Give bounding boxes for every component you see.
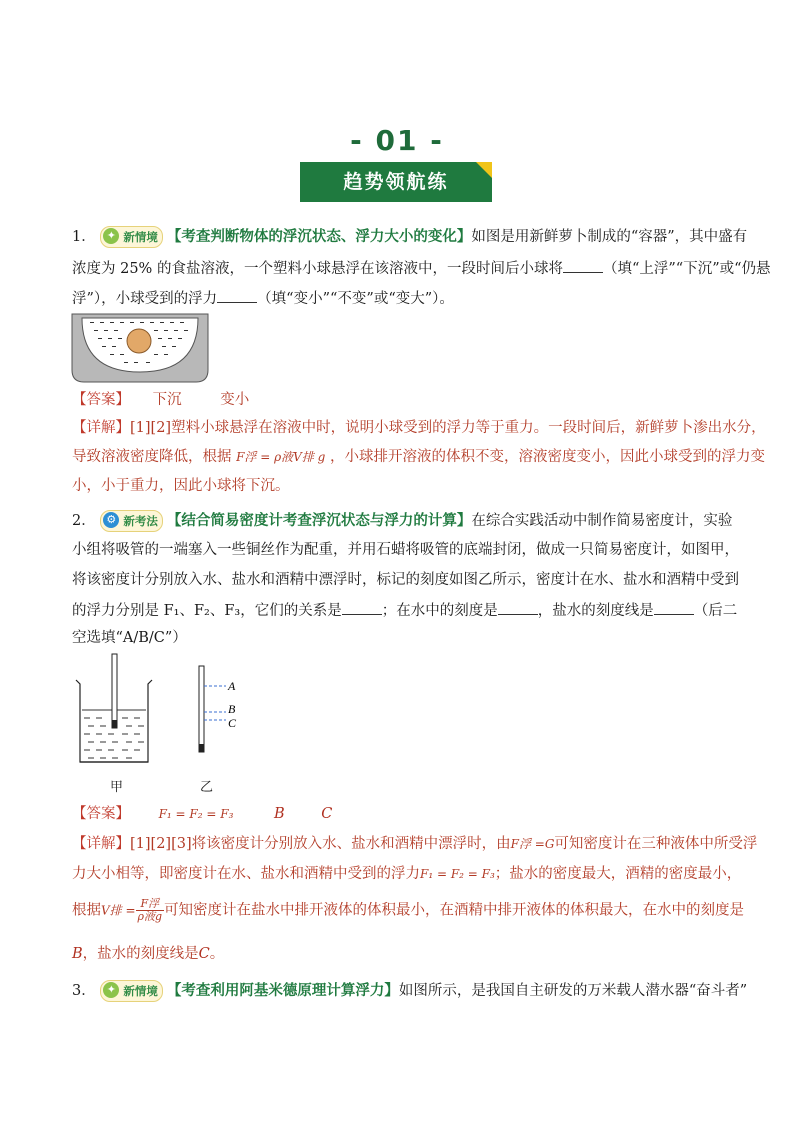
q2-detail-4c: C — [198, 946, 210, 962]
q1-detail-label: 【详解】 — [72, 420, 130, 436]
q1-tag-label: 新情境 — [123, 230, 158, 244]
lightbulb-icon: ✦ — [103, 982, 119, 998]
q1-text-2a: 浓度为 25% 的食盐溶液，一个塑料小球悬浮在该溶液中，一段时间后小球将 — [72, 261, 563, 277]
fig-label-jia: 甲 — [110, 780, 124, 795]
section-title: 趋势领航练 — [343, 171, 449, 193]
q1-detail-3: 小，小于重力，因此小球将下沉。 — [72, 478, 290, 494]
q2-detail-label: 【详解】 — [72, 836, 130, 852]
q2-text-5: 空选填“A/B/C”） — [72, 630, 187, 646]
q1-tag — [100, 226, 163, 248]
q1-text-2b: （填“上浮”“下沉”或“仍悬 — [602, 261, 771, 277]
q2-line-4 — [72, 600, 738, 621]
q2-answer-label: 【答案】 — [72, 806, 130, 822]
q2-formula-1: F浮 =G — [510, 837, 555, 851]
q2-answer-line — [72, 804, 732, 824]
q2-text-4d: （后二 — [693, 603, 738, 619]
q2-topic: 【结合简易密度计考查浮沉状态与浮力的计算】 — [166, 512, 472, 529]
q2-detail-4d: 。 — [209, 946, 225, 962]
q2-formula-3-lhs: V排 = — [101, 903, 136, 918]
q2-text-1: 在综合实践活动中制作简易密度计，实验 — [471, 513, 733, 529]
q1-answer-label: 【答案】 — [72, 392, 130, 408]
q2-formula-2: F₁ = F₂ = F₃ — [420, 867, 495, 881]
q2-detail-2b: ；盐水的密度最大，酒精的密度最小， — [494, 866, 742, 882]
q1-detail-line-3 — [72, 476, 732, 496]
q1-detail-1: [1][2]塑料小球悬浮在溶液中时，说明小球受到的浮力等于重力。一段时间后，新鲜萝卜渗出水分， — [130, 420, 766, 436]
q2-fraction-numerator: F浮 — [136, 898, 165, 911]
q2-detail-1b: 可知密度计在三种液体中所受浮 — [554, 836, 758, 852]
q2-detail-line-3 — [72, 897, 745, 923]
q1-blank-2[interactable] — [217, 288, 257, 303]
q1-text-1: 如图是用新鲜萝卜制成的“容器”，其中盛有 — [471, 229, 748, 245]
lightbulb-icon: ✦ — [103, 228, 119, 244]
q1-topic: 【考查判断物体的浮沉状态、浮力大小的变化】 — [166, 228, 472, 245]
banner-corner-decoration — [476, 162, 492, 178]
gear-icon: ⚙ — [103, 512, 119, 528]
q2-detail-3a: 根据 — [72, 902, 101, 919]
q1-detail-2b: ，小球排开溶液的体积不变，溶液密度变小，因此小球受到的浮力变 — [329, 449, 765, 465]
q2-line-2 — [72, 540, 739, 560]
q1-detail-2a: 导致溶液密度降低，根据 — [72, 449, 232, 465]
q1-line-2 — [72, 258, 771, 279]
q1-answer-line — [72, 390, 732, 410]
q1-line-3 — [72, 288, 732, 309]
q1-detail-line-1 — [72, 418, 766, 438]
q2-text-4c: ，盐水的刻度线是 — [537, 603, 654, 619]
q2-tag-label: 新考法 — [123, 514, 158, 528]
q3-text-1: 如图所示，是我国自主研发的万米载人潜水器“奋斗者” — [398, 983, 748, 999]
q3-line-1 — [72, 980, 748, 1002]
q2-detail-1a: [1][2][3]将该密度计分别放入水、盐水和酒精中漂浮时，由 — [130, 836, 511, 852]
q2-detail-3b: 可知密度计在盐水中排开液体的体积最小，在酒精中排开液体的体积最大，在水中的刻度是 — [164, 902, 745, 919]
q3-number: 3． — [72, 983, 96, 999]
q1-answer-1: 下沉 — [152, 392, 182, 408]
q2-blank-3[interactable] — [654, 600, 694, 615]
q2-text-4a: 的浮力分别是 F₁、F₂、F₃，它们的关系是 — [72, 603, 342, 619]
q2-blank-2[interactable] — [498, 600, 538, 615]
q2-answer-2: B — [274, 806, 285, 822]
q3-topic: 【考查利用阿基米德原理计算浮力】 — [166, 982, 399, 999]
q2-detail-2a: 力大小相等，即密度计在水、盐水和酒精中受到的浮力 — [72, 866, 420, 882]
q2-text-3: 将该密度计分别放入水、盐水和酒精中漂浮时，标记的刻度如图乙所示，密度计在水、盐水和酒精中受到 — [72, 572, 739, 588]
q2-fraction-denominator: ρ液g — [137, 910, 163, 923]
q2-line-3 — [72, 570, 739, 590]
q1-text-3b: （填“变小”“不变”或“变大”）。 — [257, 291, 454, 307]
q2-text-2: 小组将吸管的一端塞入一些铜丝作为配重，并用石蜡将吸管的底端封闭，做成一只简易密度计，如图甲， — [72, 542, 739, 558]
mark-a: A — [228, 679, 236, 693]
section-number: - 01 - — [350, 124, 444, 157]
q2-detail-line-1 — [72, 834, 758, 854]
q1-line-1 — [72, 226, 748, 248]
mark-c: C — [228, 716, 237, 730]
q1-number: 1． — [72, 229, 96, 245]
q2-detail-line-2 — [72, 864, 742, 884]
q2-formula-3-fraction — [136, 898, 165, 923]
radish-container-figure — [70, 312, 210, 384]
q2-line-1 — [72, 510, 732, 532]
section-title-banner — [300, 162, 492, 202]
fig-label-yi: 乙 — [200, 780, 214, 795]
hydrometer-figure — [70, 650, 260, 768]
q3-tag — [100, 980, 163, 1002]
q2-blank-1[interactable] — [342, 600, 382, 615]
q1-detail-line-2 — [72, 447, 765, 467]
q3-tag-label: 新情境 — [123, 984, 158, 998]
q2-text-4b: ；在水中的刻度是 — [381, 603, 498, 619]
q2-answer-1: F₁ = F₂ = F₃ — [158, 807, 234, 821]
q1-blank-1[interactable] — [563, 258, 603, 273]
q1-answer-2: 变小 — [220, 392, 250, 408]
q1-text-3a: 浮”），小球受到的浮力 — [72, 291, 218, 307]
q2-detail-4a: B — [72, 946, 83, 962]
mark-b: B — [228, 702, 236, 716]
q2-number: 2． — [72, 513, 96, 529]
q1-formula: F浮 = ρ液V排 g — [236, 450, 326, 464]
q2-tag — [100, 510, 163, 532]
q2-line-5 — [72, 628, 732, 648]
q2-detail-4b: ，盐水的刻度线是 — [82, 946, 199, 962]
q2-answer-3: C — [321, 806, 333, 822]
q2-detail-line-4 — [72, 944, 732, 964]
